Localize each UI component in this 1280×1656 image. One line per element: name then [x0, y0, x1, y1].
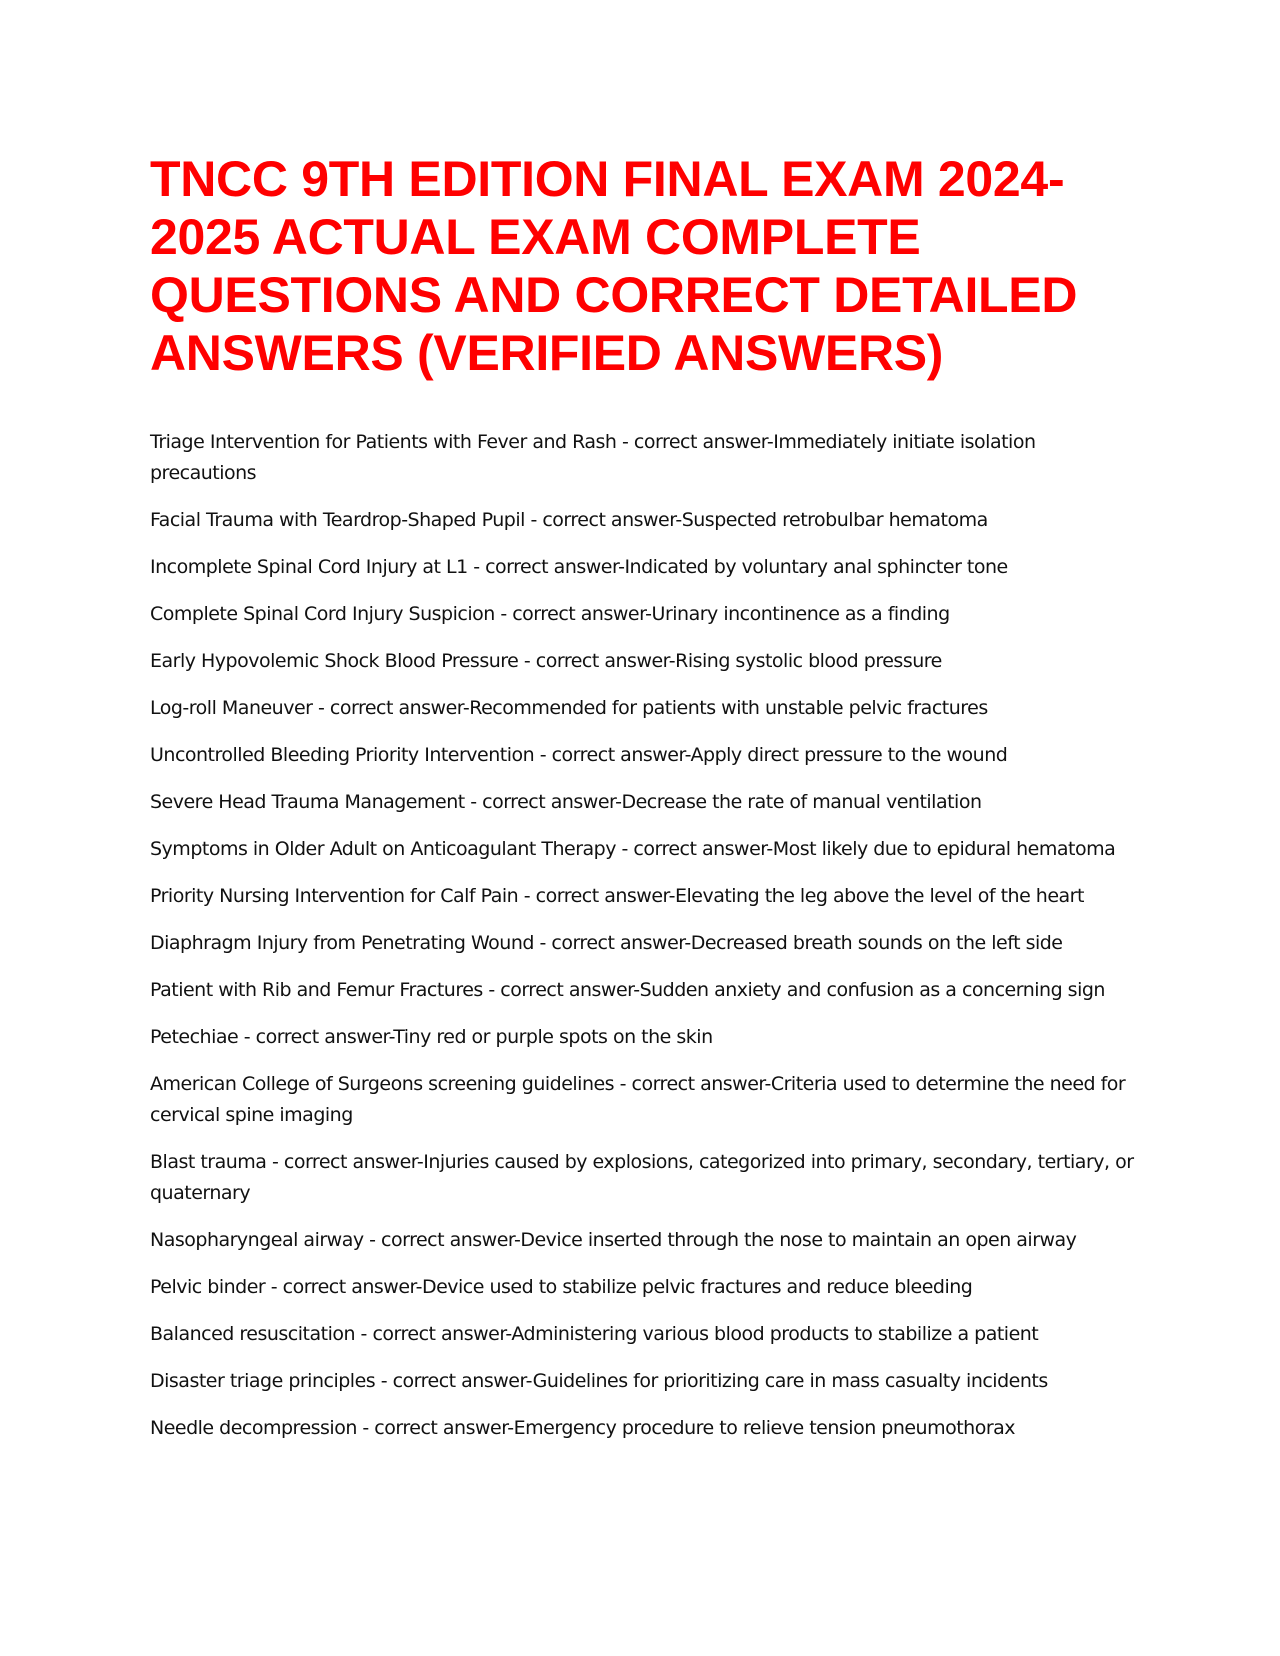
qa-item: American College of Surgeons screening guidelines - correct answer-Criteria used to determine the need for cervical spine imaging	[150, 1073, 1126, 1126]
qa-item: Blast trauma - correct answer-Injuries caused by explosions, categorized into primary, secondary, tertiary, or quaternary	[150, 1151, 1134, 1204]
qa-item: Patient with Rib and Femur Fractures - correct answer-Sudden anxiety and confusion as a concerning sign	[150, 979, 1105, 1001]
qa-item: Pelvic binder - correct answer-Device used to stabilize pelvic fractures and reduce bleeding	[150, 1276, 973, 1298]
qa-item: Petechiae - correct answer-Tiny red or purple spots on the skin	[150, 1026, 713, 1048]
qa-item: Symptoms in Older Adult on Anticoagulant Therapy - correct answer-Most likely due to epidural hematoma	[150, 838, 1116, 860]
qa-item: Incomplete Spinal Cord Injury at L1 - correct answer-Indicated by voluntary anal sphincter tone	[150, 556, 1008, 578]
question-answer-list	[150, 427, 1140, 1460]
qa-item: Needle decompression - correct answer-Emergency procedure to relieve tension pneumothorax	[150, 1417, 1016, 1439]
qa-item: Nasopharyngeal airway - correct answer-Device inserted through the nose to maintain an open airway	[150, 1229, 1077, 1251]
document-title: TNCC 9TH EDITION FINAL EXAM 2024-2025 ACTUAL EXAM COMPLETE QUESTIONS AND CORRECT DETAILED ANSWERS (VERIFIED ANSWERS)	[150, 151, 1078, 381]
qa-item: Diaphragm Injury from Penetrating Wound - correct answer-Decreased breath sounds on the left side	[150, 932, 1063, 954]
qa-item: Priority Nursing Intervention for Calf Pain - correct answer-Elevating the leg above the level of the heart	[150, 885, 1084, 907]
qa-item: Disaster triage principles - correct answer-Guidelines for prioritizing care in mass casualty incidents	[150, 1370, 1048, 1392]
qa-item: Uncontrolled Bleeding Priority Intervention - correct answer-Apply direct pressure to the wound	[150, 744, 1008, 766]
qa-item: Severe Head Trauma Management - correct answer-Decrease the rate of manual ventilation	[150, 791, 982, 813]
qa-item: Triage Intervention for Patients with Fever and Rash - correct answer-Immediately initiate isolation precautions	[150, 431, 1036, 484]
qa-item: Log-roll Maneuver - correct answer-Recommended for patients with unstable pelvic fractures	[150, 697, 988, 719]
qa-item: Complete Spinal Cord Injury Suspicion - correct answer-Urinary incontinence as a finding	[150, 603, 950, 625]
qa-item: Early Hypovolemic Shock Blood Pressure - correct answer-Rising systolic blood pressure	[150, 650, 942, 672]
qa-item: Balanced resuscitation - correct answer-Administering various blood products to stabilize a patient	[150, 1323, 1039, 1345]
qa-item: Facial Trauma with Teardrop-Shaped Pupil - correct answer-Suspected retrobulbar hematoma	[150, 509, 988, 531]
